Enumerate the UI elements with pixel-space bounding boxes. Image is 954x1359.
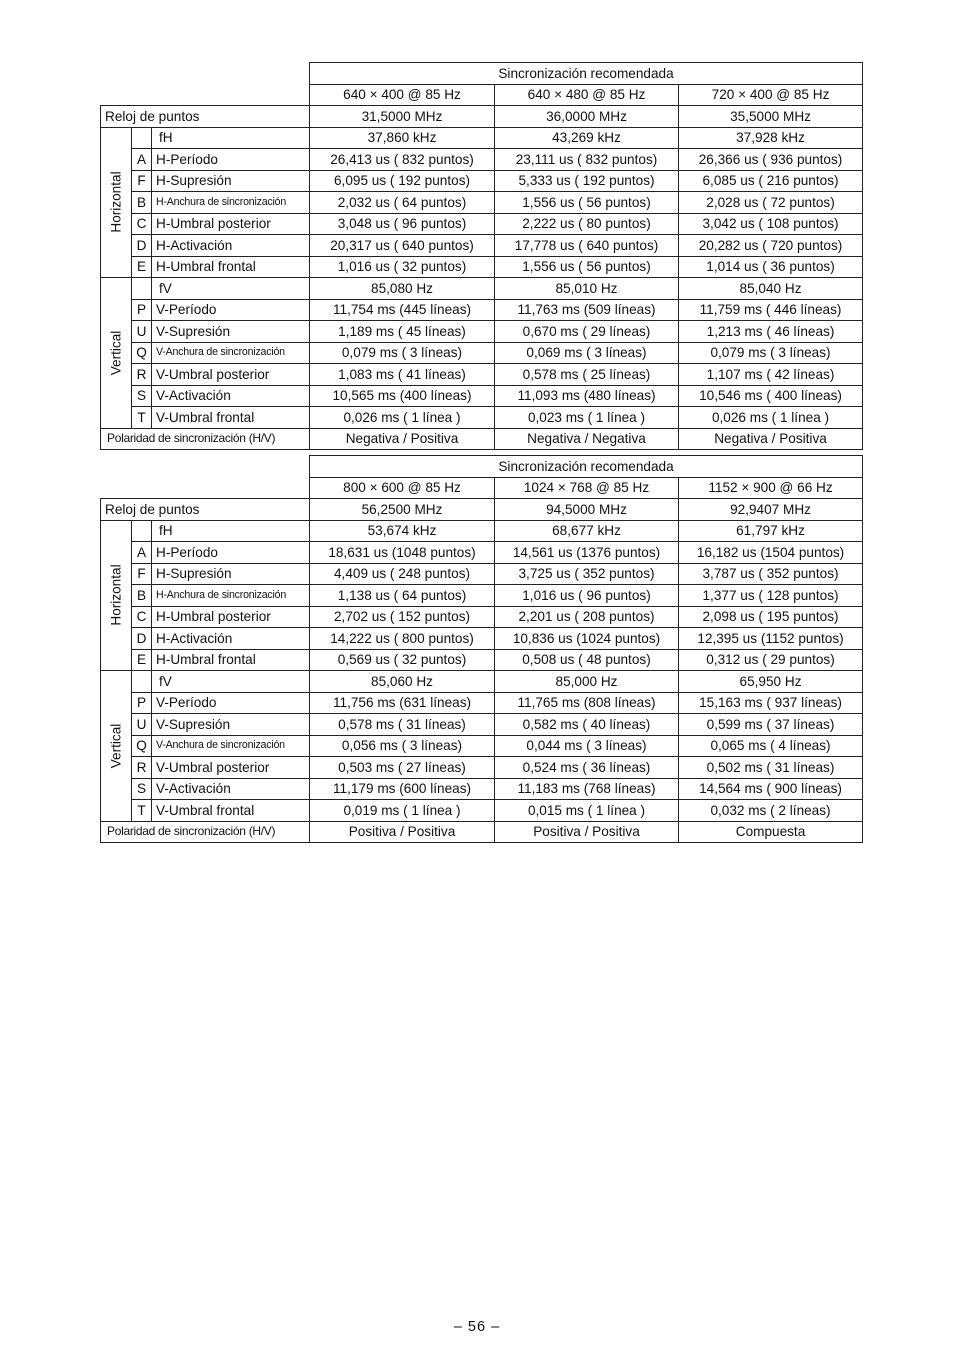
row-code: D xyxy=(132,235,152,257)
mode-header: 720 × 400 @ 85 Hz xyxy=(679,84,863,106)
row-code: E xyxy=(132,256,152,278)
row-value: 0,056 ms ( 3 líneas) xyxy=(310,735,495,757)
timing-row xyxy=(101,235,863,257)
timing-row xyxy=(101,256,863,278)
row-value: 0,023 ms ( 1 línea ) xyxy=(495,407,679,429)
freq-code-blank xyxy=(132,278,152,300)
vertical-group-label: Vertical xyxy=(108,723,124,769)
timing-row xyxy=(101,170,863,192)
mode-header: 1024 × 768 @ 85 Hz xyxy=(495,477,679,499)
freq-value: 37,860 kHz xyxy=(310,127,495,149)
row-value: 14,564 ms ( 900 líneas) xyxy=(679,778,863,800)
timing-row xyxy=(101,213,863,235)
sync-header: Sincronización recomendada xyxy=(310,456,863,478)
row-value: 11,756 ms (631 líneas) xyxy=(310,692,495,714)
row-value: 11,759 ms ( 446 líneas) xyxy=(679,299,863,321)
row-value: 0,578 ms ( 25 líneas) xyxy=(495,364,679,386)
row-value: 11,765 ms (808 líneas) xyxy=(495,692,679,714)
mode-header: 800 × 600 @ 85 Hz xyxy=(310,477,495,499)
blank-cell xyxy=(101,63,310,85)
row-value: 26,366 us ( 936 puntos) xyxy=(679,149,863,171)
row-code: S xyxy=(132,778,152,800)
row-value: 16,182 us (1504 puntos) xyxy=(679,542,863,564)
freq-code-blank xyxy=(132,671,152,693)
row-value: 0,015 ms ( 1 línea ) xyxy=(495,800,679,822)
row-label: V-Umbral posterior xyxy=(152,757,310,779)
row-label: H-Período xyxy=(152,542,310,564)
dot-clock-value: 36,0000 MHz xyxy=(495,106,679,128)
row-value: 14,222 us ( 800 puntos) xyxy=(310,628,495,650)
row-value: 0,502 ms ( 31 líneas) xyxy=(679,757,863,779)
freq-code-blank xyxy=(132,127,152,149)
row-label: H-Umbral frontal xyxy=(152,649,310,671)
row-value: 10,565 ms (400 líneas) xyxy=(310,385,495,407)
timing-row xyxy=(101,692,863,714)
mode-header: 640 × 480 @ 85 Hz xyxy=(495,84,679,106)
freq-label: fV xyxy=(152,671,310,693)
timing-row xyxy=(101,342,863,364)
vertical-freq-row xyxy=(101,671,863,693)
polarity-value: Negativa / Negativa xyxy=(495,428,679,450)
row-value: 10,546 ms ( 400 líneas) xyxy=(679,385,863,407)
row-value: 11,763 ms (509 líneas) xyxy=(495,299,679,321)
timing-row xyxy=(101,606,863,628)
freq-code-blank xyxy=(132,520,152,542)
row-value: 11,179 ms (600 líneas) xyxy=(310,778,495,800)
row-value: 1,083 ms ( 41 líneas) xyxy=(310,364,495,386)
row-value: 0,503 ms ( 27 líneas) xyxy=(310,757,495,779)
timing-row xyxy=(101,800,863,822)
timing-table-2 xyxy=(100,455,863,843)
freq-value: 37,928 kHz xyxy=(679,127,863,149)
row-value: 0,569 us ( 32 puntos) xyxy=(310,649,495,671)
freq-label: fH xyxy=(152,127,310,149)
row-value: 17,778 us ( 640 puntos) xyxy=(495,235,679,257)
polarity-value: Positiva / Positiva xyxy=(495,821,679,843)
polarity-label: Polaridad de sincronización (H/V) xyxy=(101,428,310,450)
row-value: 0,670 ms ( 29 líneas) xyxy=(495,321,679,343)
row-label: V-Activación xyxy=(152,778,310,800)
row-value: 0,079 ms ( 3 líneas) xyxy=(679,342,863,364)
timing-row xyxy=(101,407,863,429)
row-code: Q xyxy=(132,342,152,364)
row-value: 2,702 us ( 152 puntos) xyxy=(310,606,495,628)
row-code: U xyxy=(132,321,152,343)
row-label: V-Supresión xyxy=(152,714,310,736)
row-value: 0,019 ms ( 1 línea ) xyxy=(310,800,495,822)
row-label: H-Supresión xyxy=(152,563,310,585)
row-label: H-Supresión xyxy=(152,170,310,192)
timing-row xyxy=(101,585,863,607)
row-value: 20,282 us ( 720 puntos) xyxy=(679,235,863,257)
freq-value: 85,080 Hz xyxy=(310,278,495,300)
row-value: 2,201 us ( 208 puntos) xyxy=(495,606,679,628)
timing-row xyxy=(101,385,863,407)
horizontal-freq-row xyxy=(101,520,863,542)
row-value: 1,014 us ( 36 puntos) xyxy=(679,256,863,278)
row-value: 3,048 us ( 96 puntos) xyxy=(310,213,495,235)
polarity-value: Negativa / Positiva xyxy=(310,428,495,450)
row-label: H-Anchura de sincronización xyxy=(152,585,310,607)
vertical-freq-row xyxy=(101,278,863,300)
row-label: H-Período xyxy=(152,149,310,171)
sync-header-row xyxy=(101,456,863,478)
horizontal-group xyxy=(101,520,132,671)
row-value: 2,098 us ( 195 puntos) xyxy=(679,606,863,628)
row-code: A xyxy=(132,542,152,564)
row-value: 3,042 us ( 108 puntos) xyxy=(679,213,863,235)
row-value: 1,189 ms ( 45 líneas) xyxy=(310,321,495,343)
horizontal-group-label: Horizontal xyxy=(108,171,124,233)
timing-row xyxy=(101,714,863,736)
row-code: P xyxy=(132,299,152,321)
row-value: 1,556 us ( 56 puntos) xyxy=(495,256,679,278)
timing-row xyxy=(101,299,863,321)
row-label: H-Umbral frontal xyxy=(152,256,310,278)
row-code: P xyxy=(132,692,152,714)
dot-clock-label: Reloj de puntos xyxy=(101,106,310,128)
row-code: Q xyxy=(132,735,152,757)
row-value: 1,138 us ( 64 puntos) xyxy=(310,585,495,607)
row-value: 2,032 us ( 64 puntos) xyxy=(310,192,495,214)
row-value: 18,631 us (1048 puntos) xyxy=(310,542,495,564)
freq-value: 61,797 kHz xyxy=(679,520,863,542)
row-value: 1,556 us ( 56 puntos) xyxy=(495,192,679,214)
row-value: 11,183 ms (768 líneas) xyxy=(495,778,679,800)
row-value: 23,111 us ( 832 puntos) xyxy=(495,149,679,171)
row-value: 1,213 ms ( 46 líneas) xyxy=(679,321,863,343)
polarity-value: Negativa / Positiva xyxy=(679,428,863,450)
row-value: 15,163 ms ( 937 líneas) xyxy=(679,692,863,714)
row-label: V-Período xyxy=(152,692,310,714)
horizontal-group-label: Horizontal xyxy=(108,564,124,626)
freq-label: fV xyxy=(152,278,310,300)
mode-header: 1152 × 900 @ 66 Hz xyxy=(679,477,863,499)
row-value: 5,333 us ( 192 puntos) xyxy=(495,170,679,192)
row-value: 3,787 us ( 352 puntos) xyxy=(679,563,863,585)
row-label: V-Período xyxy=(152,299,310,321)
row-value: 4,409 us ( 248 puntos) xyxy=(310,563,495,585)
vertical-group xyxy=(101,671,132,822)
freq-value: 68,677 kHz xyxy=(495,520,679,542)
blank-cell xyxy=(101,456,310,478)
timing-row xyxy=(101,542,863,564)
dot-clock-value: 92,9407 MHz xyxy=(679,499,863,521)
row-code: D xyxy=(132,628,152,650)
row-value: 20,317 us ( 640 puntos) xyxy=(310,235,495,257)
sync-header: Sincronización recomendada xyxy=(310,63,863,85)
row-label: V-Anchura de sincronización xyxy=(152,342,310,364)
polarity-row xyxy=(101,428,863,450)
dot-clock-value: 31,5000 MHz xyxy=(310,106,495,128)
polarity-label: Polaridad de sincronización (H/V) xyxy=(101,821,310,843)
timing-row xyxy=(101,757,863,779)
vertical-group xyxy=(101,278,132,429)
polarity-value: Compuesta xyxy=(679,821,863,843)
row-value: 0,079 ms ( 3 líneas) xyxy=(310,342,495,364)
row-value: 0,599 ms ( 37 líneas) xyxy=(679,714,863,736)
row-label: H-Umbral posterior xyxy=(152,213,310,235)
row-code: F xyxy=(132,563,152,585)
row-value: 2,222 us ( 80 puntos) xyxy=(495,213,679,235)
row-code: A xyxy=(132,149,152,171)
dot-clock-value: 56,2500 MHz xyxy=(310,499,495,521)
row-code: F xyxy=(132,170,152,192)
row-code: E xyxy=(132,649,152,671)
row-value: 0,069 ms ( 3 líneas) xyxy=(495,342,679,364)
row-label: V-Umbral posterior xyxy=(152,364,310,386)
polarity-value: Positiva / Positiva xyxy=(310,821,495,843)
dot-clock-row xyxy=(101,499,863,521)
row-value: 0,065 ms ( 4 líneas) xyxy=(679,735,863,757)
row-code: U xyxy=(132,714,152,736)
row-value: 11,093 ms (480 líneas) xyxy=(495,385,679,407)
row-value: 6,085 us ( 216 puntos) xyxy=(679,170,863,192)
row-value: 0,044 ms ( 3 líneas) xyxy=(495,735,679,757)
horizontal-group xyxy=(101,127,132,278)
row-value: 0,578 ms ( 31 líneas) xyxy=(310,714,495,736)
row-value: 0,524 ms ( 36 líneas) xyxy=(495,757,679,779)
freq-value: 43,269 kHz xyxy=(495,127,679,149)
blank-cell xyxy=(101,477,310,499)
blank-cell xyxy=(101,84,310,106)
row-code: T xyxy=(132,407,152,429)
row-value: 26,413 us ( 832 puntos) xyxy=(310,149,495,171)
row-label: V-Activación xyxy=(152,385,310,407)
timing-table-body xyxy=(101,456,863,843)
row-label: H-Umbral posterior xyxy=(152,606,310,628)
row-label: V-Umbral frontal xyxy=(152,407,310,429)
timing-table-body xyxy=(101,63,863,450)
freq-value: 85,040 Hz xyxy=(679,278,863,300)
row-value: 11,754 ms (445 líneas) xyxy=(310,299,495,321)
row-value: 12,395 us (1152 puntos) xyxy=(679,628,863,650)
row-value: 10,836 us (1024 puntos) xyxy=(495,628,679,650)
row-value: 1,016 us ( 32 puntos) xyxy=(310,256,495,278)
modes-row xyxy=(101,477,863,499)
freq-value: 85,010 Hz xyxy=(495,278,679,300)
row-label: V-Umbral frontal xyxy=(152,800,310,822)
timing-table-1 xyxy=(100,62,863,450)
timing-row xyxy=(101,364,863,386)
row-value: 0,582 ms ( 40 líneas) xyxy=(495,714,679,736)
row-value: 6,095 us ( 192 puntos) xyxy=(310,170,495,192)
dot-clock-label: Reloj de puntos xyxy=(101,499,310,521)
row-value: 2,028 us ( 72 puntos) xyxy=(679,192,863,214)
sync-header-row xyxy=(101,63,863,85)
row-value: 0,312 us ( 29 puntos) xyxy=(679,649,863,671)
row-code: S xyxy=(132,385,152,407)
dot-clock-row xyxy=(101,106,863,128)
row-label: V-Anchura de sincronización xyxy=(152,735,310,757)
freq-label: fH xyxy=(152,520,310,542)
row-code: B xyxy=(132,192,152,214)
row-value: 14,561 us (1376 puntos) xyxy=(495,542,679,564)
row-label: H-Activación xyxy=(152,628,310,650)
row-code: C xyxy=(132,606,152,628)
timing-row xyxy=(101,735,863,757)
freq-value: 53,674 kHz xyxy=(310,520,495,542)
row-value: 0,026 ms ( 1 línea ) xyxy=(679,407,863,429)
row-value: 3,725 us ( 352 puntos) xyxy=(495,563,679,585)
freq-value: 85,060 Hz xyxy=(310,671,495,693)
dot-clock-value: 35,5000 MHz xyxy=(679,106,863,128)
dot-clock-value: 94,5000 MHz xyxy=(495,499,679,521)
row-value: 1,107 ms ( 42 líneas) xyxy=(679,364,863,386)
modes-row xyxy=(101,84,863,106)
row-label: V-Supresión xyxy=(152,321,310,343)
row-value: 1,377 us ( 128 puntos) xyxy=(679,585,863,607)
timing-row xyxy=(101,628,863,650)
timing-row xyxy=(101,778,863,800)
row-code: R xyxy=(132,364,152,386)
timing-row xyxy=(101,321,863,343)
row-value: 0,026 ms ( 1 línea ) xyxy=(310,407,495,429)
timing-row xyxy=(101,192,863,214)
row-label: H-Activación xyxy=(152,235,310,257)
row-label: H-Anchura de sincronización xyxy=(152,192,310,214)
row-value: 0,508 us ( 48 puntos) xyxy=(495,649,679,671)
timing-row xyxy=(101,563,863,585)
page-number: – 56 – xyxy=(453,1319,501,1335)
polarity-row xyxy=(101,821,863,843)
row-value: 1,016 us ( 96 puntos) xyxy=(495,585,679,607)
row-code: R xyxy=(132,757,152,779)
timing-row xyxy=(101,149,863,171)
freq-value: 85,000 Hz xyxy=(495,671,679,693)
horizontal-freq-row xyxy=(101,127,863,149)
vertical-group-label: Vertical xyxy=(108,330,124,376)
row-value: 0,032 ms ( 2 líneas) xyxy=(679,800,863,822)
row-code: C xyxy=(132,213,152,235)
row-code: T xyxy=(132,800,152,822)
mode-header: 640 × 400 @ 85 Hz xyxy=(310,84,495,106)
timing-row xyxy=(101,649,863,671)
row-code: B xyxy=(132,585,152,607)
freq-value: 65,950 Hz xyxy=(679,671,863,693)
